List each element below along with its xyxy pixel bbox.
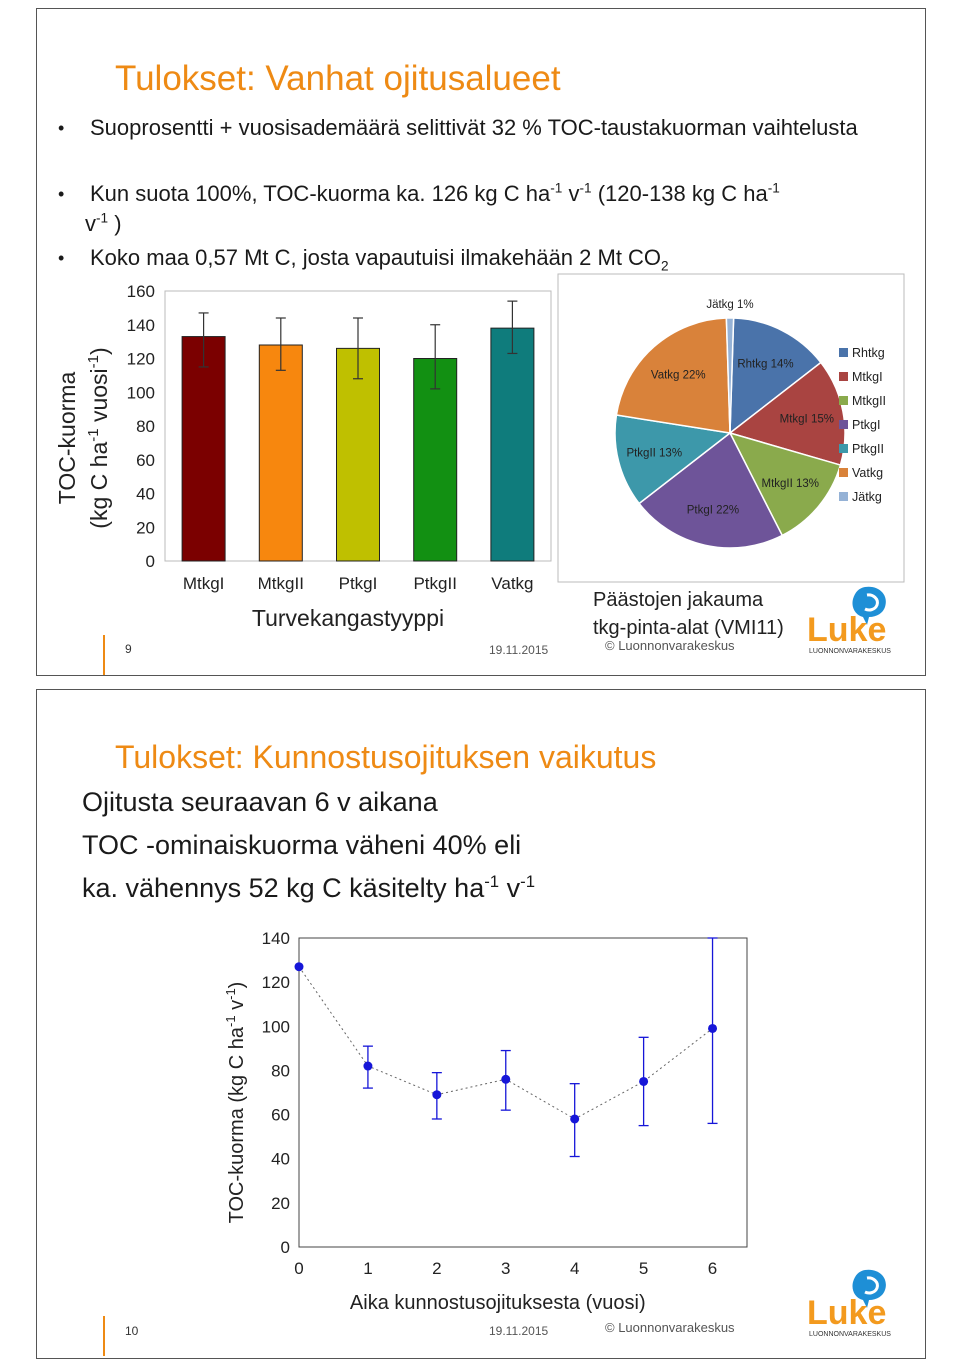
y-tick-label: 60: [136, 450, 155, 470]
y-tick-label: 140: [261, 930, 290, 948]
data-point: [570, 1114, 579, 1123]
y-label-part: ): [226, 981, 248, 989]
plot-area: [299, 938, 747, 1247]
legend-label: Rhtkg: [852, 346, 885, 360]
x-tick-label: 6: [707, 1259, 718, 1278]
pie-caption-line-1: Päästojen jakauma: [593, 589, 764, 611]
x-tick-label: 1: [363, 1259, 373, 1278]
slide-2-line-3-sup-2: -1: [520, 872, 536, 891]
y-axis-label-line-2: [85, 347, 112, 528]
bullet-dot: •: [58, 184, 65, 204]
y-tick-label: 40: [271, 1149, 290, 1169]
data-point: [363, 1062, 372, 1071]
data-point: [432, 1090, 441, 1099]
slide-2-title: Tulokset: Kunnostusojituksen vaikutus: [115, 739, 657, 775]
bullet-2: [58, 179, 880, 239]
bullet-2-text-c: (120-138 kg C ha: [591, 181, 768, 206]
pie-caption-line-2: tkg-pinta-alat (VMI11): [593, 617, 784, 639]
bar-chart: [47, 279, 557, 639]
y-axis-label: [223, 982, 248, 1224]
bullet-2-text-e: ): [108, 211, 122, 236]
x-tick-label: 0: [294, 1259, 304, 1278]
bullet-2-text-a: Kun suota 100%, TOC-kuorma ka. 126 kg C ha: [90, 181, 551, 206]
logo-text: Luke: [807, 1294, 887, 1332]
legend-swatch: [839, 396, 848, 405]
bullet-dot: •: [58, 118, 65, 138]
data-point: [501, 1075, 510, 1084]
x-tick-label: Vatkg: [491, 574, 534, 593]
x-tick-label: PtkgI: [338, 574, 378, 593]
x-tick-label: 5: [638, 1259, 649, 1278]
y-label-part: ): [86, 347, 112, 355]
bullet-2-sup-d: -1: [96, 210, 109, 226]
y-tick-label: 100: [126, 383, 155, 403]
bar-PtkgI: [337, 348, 380, 561]
page-number: 9: [125, 642, 132, 656]
scatter-chart: [177, 930, 777, 1320]
legend-swatch: [839, 420, 848, 429]
legend-label: Jätkg: [852, 490, 882, 504]
bar-MtkgI: [182, 337, 225, 561]
x-tick-label: 2: [432, 1259, 442, 1278]
luke-logo: [807, 583, 891, 655]
logo-text: Luke: [807, 611, 887, 649]
x-tick-label: PtkgII: [413, 574, 457, 593]
logo-subtext: LUONNONVARAKESKUS: [809, 1331, 891, 1338]
bullet-2-text-b: v: [562, 181, 580, 206]
y-axis-label-line-1: TOC-kuorma: [54, 371, 80, 505]
y-tick-label: 100: [261, 1017, 290, 1037]
y-label-part: vuosi: [86, 368, 112, 429]
x-axis-label: Aika kunnostusojituksesta (vuosi): [349, 1292, 646, 1314]
slide-2-line-3-sup-1: -1: [484, 872, 500, 891]
bullet-2-text-d: v: [85, 211, 96, 236]
y-tick-label: 20: [136, 518, 155, 538]
x-tick-label: 3: [501, 1259, 511, 1278]
slide-2-line-3-mid: v: [499, 873, 521, 903]
pie-slice-label: Rhtkg 14%: [737, 358, 794, 371]
page-number: 10: [125, 1324, 139, 1338]
x-tick-label: 4: [569, 1259, 580, 1278]
x-tick-label: MtkgI: [182, 574, 225, 593]
pie-slice-label: PtkgI 22%: [686, 504, 740, 517]
legend-label: MtkgII: [852, 394, 887, 408]
slide-1: [36, 8, 926, 676]
bullet-dot: •: [58, 248, 65, 268]
x-tick-label: MtkgII: [257, 574, 304, 593]
slide-2-line-3-text: ka. vähennys 52 kg C käsitelty ha: [82, 873, 485, 903]
footer-divider: [103, 635, 105, 675]
bullet-2-sup-b: -1: [579, 180, 592, 196]
y-tick-label: 20: [271, 1193, 290, 1213]
logo-subtext: LUONNONVARAKESKUS: [809, 648, 891, 655]
y-label-superscript: -1: [223, 988, 238, 1000]
y-label-superscript: -1: [85, 354, 102, 369]
legend-swatch: [839, 468, 848, 477]
pie-slice-label: PtkgII 13%: [626, 447, 683, 460]
y-tick-label: 0: [280, 1238, 290, 1257]
pie-slice-label: Vatkg 22%: [650, 369, 706, 382]
y-label-part: v: [226, 999, 248, 1016]
slide-2-line-1: Ojitusta seuraavan 6 v aikana: [82, 787, 438, 817]
x-axis-label: Turvekangastyyppi: [251, 605, 445, 631]
y-label-superscript: -1: [85, 428, 102, 442]
y-label-part: TOC-kuorma (kg C ha: [226, 1027, 248, 1224]
y-label-part: (kg C ha: [86, 441, 112, 529]
bullet-1-text: Suoprosentti + vuosisademäärä selittivät 32 % TOC-taustakuorman vaihtelusta: [90, 115, 858, 140]
slide-1-title: Tulokset: Vanhat ojitusalueet: [115, 59, 561, 98]
y-label-superscript: -1: [223, 1015, 238, 1027]
bar-MtkgII: [259, 345, 302, 561]
y-tick-label: 0: [145, 552, 155, 571]
legend-label: PtkgII: [852, 442, 884, 456]
y-axis-label: [54, 347, 112, 528]
y-tick-label: 140: [126, 315, 155, 335]
bullet-3: [58, 243, 880, 274]
legend-swatch: [839, 492, 848, 501]
legend-label: Vatkg: [852, 466, 884, 480]
bullet-3-sub: 2: [661, 258, 669, 274]
y-tick-label: 120: [126, 349, 155, 369]
pie-slice-label: MtkgII 13%: [761, 477, 820, 490]
legend-label: MtkgI: [852, 370, 883, 384]
pie-slice-label: Jätkg 1%: [706, 299, 754, 311]
legend-swatch: [839, 444, 848, 453]
luke-logo: [807, 1266, 891, 1338]
legend-label: PtkgI: [852, 418, 881, 432]
bullet-2-sup-a: -1: [550, 180, 563, 196]
data-point: [295, 962, 304, 971]
y-tick-label: 80: [136, 417, 155, 436]
y-tick-label: 160: [126, 282, 155, 301]
data-point: [639, 1077, 648, 1086]
bullet-2-sup-c: -1: [767, 180, 780, 196]
legend-swatch: [839, 348, 848, 357]
footer-divider: [103, 1316, 105, 1356]
data-point: [708, 1024, 717, 1033]
footer-date: 19.11.2015: [489, 1324, 549, 1338]
pie-slice-label: MtkgI 15%: [779, 413, 834, 426]
legend-swatch: [839, 372, 848, 381]
slide-2: [36, 689, 926, 1359]
y-tick-label: 40: [136, 484, 155, 504]
footer-copyright: © Luonnonvarakeskus: [605, 1320, 735, 1335]
bullet-1: [58, 113, 880, 143]
pie-chart: [557, 273, 905, 583]
y-tick-label: 80: [271, 1061, 290, 1081]
bar-Vatkg: [491, 328, 534, 561]
footer-copyright: © Luonnonvarakeskus: [605, 638, 735, 653]
footer-date: 19.11.2015: [489, 643, 549, 657]
slide-2-line-2: TOC -ominaiskuorma väheni 40% eli: [82, 830, 522, 860]
y-tick-label: 60: [271, 1105, 290, 1125]
bullet-3-text: Koko maa 0,57 Mt C, josta vapautuisi ilmakehään 2 Mt CO: [90, 245, 662, 270]
slide-2-line-3: [82, 873, 535, 904]
y-tick-label: 120: [261, 973, 290, 993]
